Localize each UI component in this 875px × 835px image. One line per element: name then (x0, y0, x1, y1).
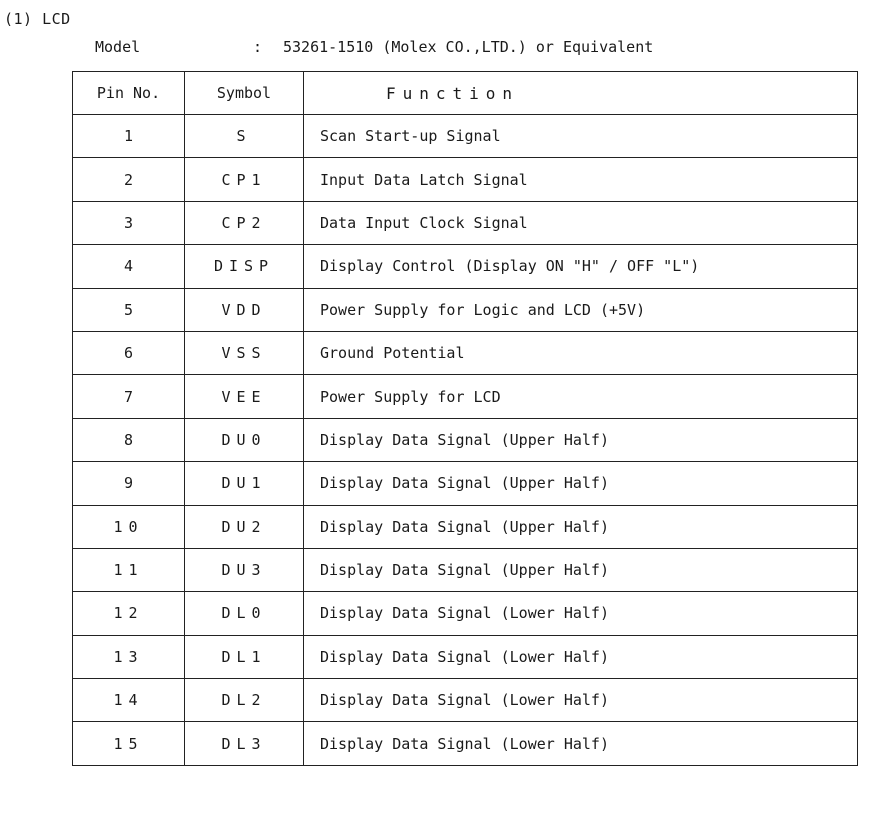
pin-symbol: DL3 (185, 722, 304, 765)
table-row (73, 505, 858, 548)
pin-number: 7 (73, 375, 185, 418)
table-row (73, 158, 858, 201)
pin-function: Display Data Signal (Lower Half) (304, 679, 858, 722)
pin-number: 15 (73, 722, 185, 765)
pin-symbol: DU0 (185, 418, 304, 461)
table-row (73, 375, 858, 418)
pin-number: 8 (73, 418, 185, 461)
pin-symbol: DU3 (185, 548, 304, 591)
table-body (73, 115, 858, 766)
pin-function: Display Data Signal (Lower Half) (304, 722, 858, 765)
pin-number: 1 (73, 115, 185, 158)
pin-symbol: DL0 (185, 592, 304, 635)
table-row (73, 635, 858, 678)
table-row (73, 331, 858, 374)
pin-symbol: VDD (185, 288, 304, 331)
pin-function: Display Data Signal (Upper Half) (304, 418, 858, 461)
pin-symbol: DU2 (185, 505, 304, 548)
pin-function: Display Data Signal (Upper Half) (304, 548, 858, 591)
pin-number: 6 (73, 331, 185, 374)
pin-function: Display Control (Display ON "H" / OFF "L") (304, 245, 858, 288)
table-row (73, 418, 858, 461)
pin-symbol: DISP (185, 245, 304, 288)
pin-function: Power Supply for Logic and LCD (+5V) (304, 288, 858, 331)
model-separator: : (253, 38, 263, 56)
pin-symbol: VSS (185, 331, 304, 374)
pin-number: 9 (73, 462, 185, 505)
pin-function: Display Data Signal (Lower Half) (304, 592, 858, 635)
pin-number: 12 (73, 592, 185, 635)
pin-function: Display Data Signal (Lower Half) (304, 635, 858, 678)
table-row (73, 548, 858, 591)
pin-symbol: DU1 (185, 462, 304, 505)
pin-number: 13 (73, 635, 185, 678)
pin-number: 5 (73, 288, 185, 331)
model-label: Model (95, 38, 141, 56)
pin-symbol: CP2 (185, 201, 304, 244)
pin-number: 2 (73, 158, 185, 201)
table-header-row (73, 72, 858, 115)
pin-symbol: S (185, 115, 304, 158)
table-row (73, 201, 858, 244)
pin-function: Scan Start-up Signal (304, 115, 858, 158)
header-pin-no: Pin No. (73, 72, 185, 115)
pin-symbol: DL1 (185, 635, 304, 678)
table-row (73, 115, 858, 158)
pin-symbol: DL2 (185, 679, 304, 722)
table-row (73, 592, 858, 635)
table-row (73, 245, 858, 288)
table-row (73, 288, 858, 331)
pin-symbol: VEE (185, 375, 304, 418)
pin-assignment-table (72, 71, 858, 766)
pin-number: 11 (73, 548, 185, 591)
pin-number: 10 (73, 505, 185, 548)
pin-function: Display Data Signal (Upper Half) (304, 462, 858, 505)
pin-function: Data Input Clock Signal (304, 201, 858, 244)
table-row (73, 679, 858, 722)
pin-symbol: CP1 (185, 158, 304, 201)
pin-number: 14 (73, 679, 185, 722)
pin-number: 4 (73, 245, 185, 288)
header-symbol: Symbol (185, 72, 304, 115)
pin-function: Ground Potential (304, 331, 858, 374)
pin-number: 3 (73, 201, 185, 244)
table-row (73, 462, 858, 505)
model-line (95, 38, 653, 56)
model-value: 53261-1510 (Molex CO.,LTD.) or Equivalent (283, 38, 654, 56)
section-title: (1) LCD (4, 10, 71, 28)
header-function: Function (304, 72, 858, 115)
pin-function: Display Data Signal (Upper Half) (304, 505, 858, 548)
pin-function: Input Data Latch Signal (304, 158, 858, 201)
table-row (73, 722, 858, 765)
pin-function: Power Supply for LCD (304, 375, 858, 418)
